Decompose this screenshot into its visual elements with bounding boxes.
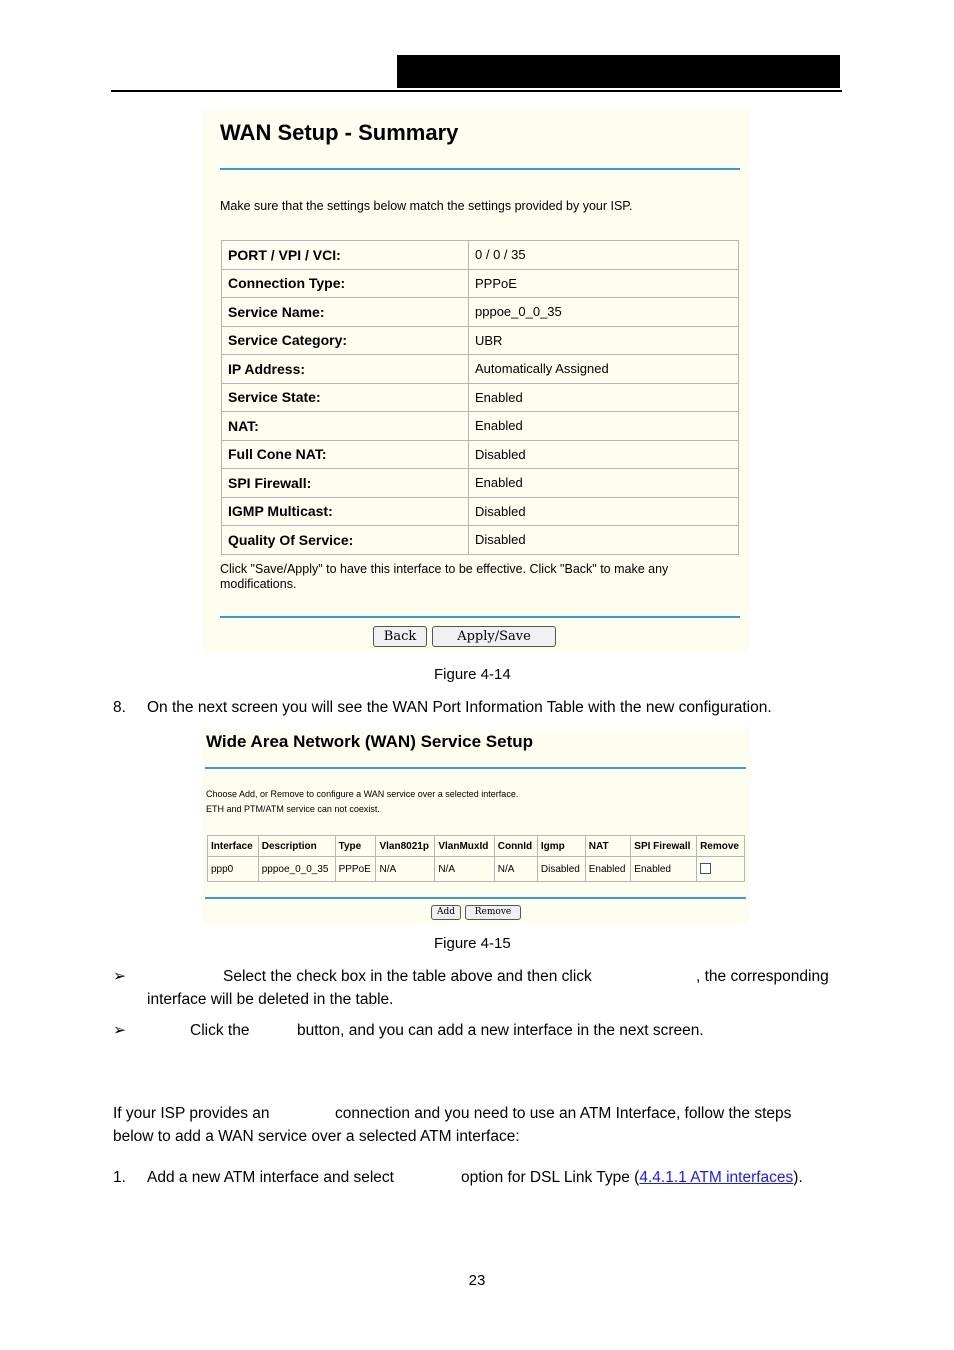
title-divider bbox=[220, 168, 740, 170]
row-label: Quality Of Service: bbox=[222, 526, 469, 555]
table-row bbox=[222, 526, 739, 555]
table-cell: pppoe_0_0_35 bbox=[258, 857, 335, 882]
table-row bbox=[222, 412, 739, 441]
bullet-1-text-a: Select the check box in the table above and then click bbox=[223, 968, 592, 985]
column-header: SPI Firewall bbox=[631, 836, 697, 857]
page-number: 23 bbox=[468, 1272, 486, 1289]
bullet-arrow-icon: ➢ bbox=[113, 1022, 126, 1039]
bullet-1-text-b: , the corresponding bbox=[696, 968, 829, 985]
table-cell: N/A bbox=[376, 857, 435, 882]
row-value: Enabled bbox=[469, 412, 739, 441]
bullet-1-text-c: interface will be deleted in the table. bbox=[147, 991, 394, 1008]
row-label: IGMP Multicast: bbox=[222, 497, 469, 526]
remove-button[interactable]: Remove bbox=[465, 905, 521, 920]
row-value: UBR bbox=[469, 326, 739, 355]
table-row bbox=[222, 355, 739, 384]
row-value: Disabled bbox=[469, 440, 739, 469]
table-cell: Disabled bbox=[537, 857, 585, 882]
table-row bbox=[222, 440, 739, 469]
table-cell: Enabled bbox=[585, 857, 631, 882]
row-label: Service Name: bbox=[222, 298, 469, 327]
column-header: Igmp bbox=[537, 836, 585, 857]
intro-text-b: connection and you need to use an ATM Interface, follow the steps bbox=[335, 1105, 792, 1122]
figure-caption-2: Figure 4-15 bbox=[434, 935, 511, 952]
row-value: 0 / 0 / 35 bbox=[469, 241, 739, 270]
step-1-text-b bbox=[461, 1166, 803, 1189]
remove-checkbox[interactable] bbox=[700, 863, 711, 874]
service-note-2: ETH and PTM/ATM service can not coexist. bbox=[206, 804, 380, 814]
table-cell: Enabled bbox=[631, 857, 697, 882]
wan-summary-screenshot bbox=[203, 110, 749, 653]
column-header: Type bbox=[335, 836, 376, 857]
back-button[interactable]: Back bbox=[373, 626, 427, 647]
table-row bbox=[222, 497, 739, 526]
footer-divider bbox=[220, 616, 740, 618]
step-number: 8. bbox=[113, 699, 126, 716]
figure-caption-1: Figure 4-14 bbox=[434, 666, 511, 683]
table-row bbox=[222, 269, 739, 298]
row-label: NAT: bbox=[222, 412, 469, 441]
table-row bbox=[222, 326, 739, 355]
wan-service-setup-screenshot bbox=[203, 729, 749, 924]
atm-interfaces-link[interactable]: 4.4.1.1 ATM interfaces bbox=[639, 1169, 794, 1186]
intro-text-c: below to add a WAN service over a selected ATM interface: bbox=[113, 1128, 520, 1145]
column-header: Remove bbox=[697, 836, 745, 857]
row-value: Disabled bbox=[469, 526, 739, 555]
apply-save-button[interactable]: Apply/Save bbox=[432, 626, 556, 647]
step-1-text-c: ). bbox=[793, 1169, 803, 1186]
wan-summary-title: WAN Setup - Summary bbox=[220, 120, 459, 145]
add-button[interactable]: Add bbox=[431, 905, 461, 920]
service-note-1: Choose Add, or Remove to configure a WAN service over a selected interface. bbox=[206, 789, 519, 799]
header-rule bbox=[111, 90, 842, 92]
step-text: On the next screen you will see the WAN Port Information Table with the new configuration. bbox=[147, 699, 772, 716]
row-value: PPPoE bbox=[469, 269, 739, 298]
intro-text-a: If your ISP provides an bbox=[113, 1105, 270, 1122]
table-cell: N/A bbox=[494, 857, 537, 882]
row-label: Service Category: bbox=[222, 326, 469, 355]
row-value: Enabled bbox=[469, 383, 739, 412]
table-row bbox=[222, 383, 739, 412]
row-label: IP Address: bbox=[222, 355, 469, 384]
table-cell: ppp0 bbox=[208, 857, 259, 882]
table-row bbox=[222, 241, 739, 270]
column-header: Interface bbox=[208, 836, 259, 857]
step-1-text-a: Add a new ATM interface and select bbox=[147, 1169, 394, 1186]
bullet-2-text-a: Click the bbox=[190, 1022, 250, 1039]
table-cell: N/A bbox=[435, 857, 494, 882]
column-header: Description bbox=[258, 836, 335, 857]
bullet-2-text-b: button, and you can add a new interface in the next screen. bbox=[297, 1022, 704, 1039]
wan-service-table bbox=[207, 835, 745, 882]
row-label: PORT / VPI / VCI: bbox=[222, 241, 469, 270]
row-label: Connection Type: bbox=[222, 269, 469, 298]
table-row bbox=[208, 857, 745, 882]
footer-divider bbox=[205, 897, 746, 899]
summary-footnote: Click "Save/Apply" to have this interface to be effective. Click "Back" to make any modifications. bbox=[220, 562, 669, 591]
remove-cell bbox=[697, 857, 745, 882]
column-header: NAT bbox=[585, 836, 631, 857]
title-divider bbox=[205, 767, 746, 769]
table-cell: PPPoE bbox=[335, 857, 376, 882]
bullet-arrow-icon: ➢ bbox=[113, 968, 126, 985]
column-header: Vlan8021p bbox=[376, 836, 435, 857]
row-value: Enabled bbox=[469, 469, 739, 498]
row-label: Full Cone NAT: bbox=[222, 440, 469, 469]
table-row bbox=[222, 298, 739, 327]
row-value: Automatically Assigned bbox=[469, 355, 739, 384]
step-number: 1. bbox=[113, 1169, 126, 1186]
header-bar bbox=[397, 55, 840, 88]
row-label: SPI Firewall: bbox=[222, 469, 469, 498]
summary-table bbox=[221, 240, 739, 555]
table-row bbox=[222, 469, 739, 498]
column-header: ConnId bbox=[494, 836, 537, 857]
column-header: VlanMuxId bbox=[435, 836, 494, 857]
row-value: Disabled bbox=[469, 497, 739, 526]
row-label: Service State: bbox=[222, 383, 469, 412]
summary-note: Make sure that the settings below match the settings provided by your ISP. bbox=[220, 199, 633, 213]
step-1-text-b-label: option for DSL Link Type ( bbox=[461, 1169, 640, 1186]
wan-service-title: Wide Area Network (WAN) Service Setup bbox=[206, 732, 534, 751]
row-value: pppoe_0_0_35 bbox=[469, 298, 739, 327]
